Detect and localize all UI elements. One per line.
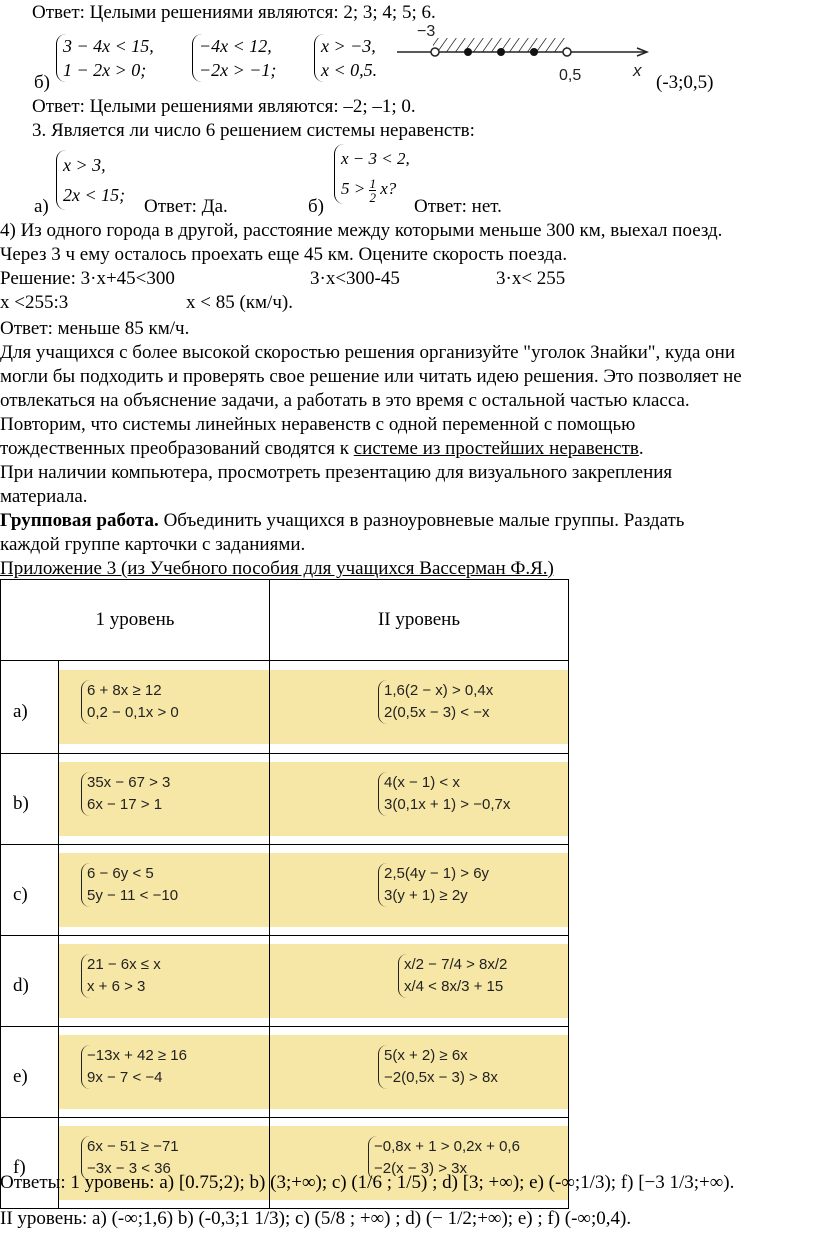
axis-label-left: −3 xyxy=(417,23,436,40)
q3-b-label: б) xyxy=(308,196,324,217)
q4-solution-1: Решение: 3·x+45<300 xyxy=(0,268,175,289)
point-filled xyxy=(497,48,505,56)
row-label: f) xyxy=(1,1118,59,1209)
system-b-2: −4x < 12, −2x > −1; xyxy=(192,34,276,82)
appendix-title: Приложение 3 (из Учебного пособия для учащихся Вассерман Ф.Я.) xyxy=(0,558,554,579)
part-b-label: б) xyxy=(34,72,50,93)
answers-level-2: II уровень: a) (-∞;1,6) b) (-0,3;1 1/3); c) (5/8 ; +∞) ; d) (− 1/2;+∞); e) ; f) (-∞;0,4). xyxy=(0,1208,632,1229)
para-1-line-2: могли бы подходить и проверять свое решение или читать идею решения. Это позволяет не xyxy=(0,366,742,387)
number-line xyxy=(395,22,655,92)
para-3-line-2: материала. xyxy=(0,486,88,507)
para-3-line-1: При наличии компьютера, просмотреть презентацию для визуального закрепления xyxy=(0,462,673,483)
card-level2-b: 4(x − 1) < x 3(0,1x + 1) > −0,7x xyxy=(270,762,568,836)
group-work-line-2: каждой группе карточки с заданиями. xyxy=(0,534,306,555)
q3-a-answer: Ответ: Да. xyxy=(144,196,228,217)
card-level1-c: 6 − 6y < 5 5y − 11 < −10 xyxy=(59,853,269,927)
card-level1-a: 6 + 8x ≥ 12 0,2 − 0,1x > 0 xyxy=(59,670,269,744)
system-b-3: x > −3, x < 0,5. xyxy=(314,34,377,82)
row-label: d) xyxy=(1,936,59,1027)
point-filled xyxy=(464,48,472,56)
q4-line-2: Через 3 ч ему осталось проехать еще 45 км. Оцените скорость поезда. xyxy=(0,244,568,265)
system-b-1: 3 − 4x < 15, 1 − 2x > 0; xyxy=(56,34,154,82)
card-level2-c: 2,5(4y − 1) > 6y 3(y + 1) ≥ 2y xyxy=(270,853,568,927)
system-3b: x − 3 < 2, 5 > $\frac{1}{2}$ x? xyxy=(334,144,410,204)
header-level-1: 1 уровень xyxy=(1,580,270,661)
row-label: c) xyxy=(1,845,59,936)
para-2-line-2: тождественных преобразований сводятся к системе из простейших неравенств. xyxy=(0,438,644,459)
point-filled xyxy=(530,48,538,56)
q3-b-answer: Ответ: нет. xyxy=(414,196,502,217)
answer-integers-1: Ответ: Целыми решениями являются: 2; 3; 4; 5; 6. xyxy=(32,2,436,23)
para-1-line-1: Для учащихся с более высокой скоростью решения организуйте "уголок Знайки", куда они xyxy=(0,342,735,363)
para-2-line-1: Повторим, что системы линейных неравенств с одной переменной с помощью xyxy=(0,414,636,435)
q4-answer: Ответ: меньше 85 км/ч. xyxy=(0,318,190,339)
card-level1-f: 6x − 51 ≥ −71 −3x − 3 < 36 xyxy=(59,1126,269,1200)
card-level1-b: 35x − 67 > 3 6x − 17 > 1 xyxy=(59,762,269,836)
answers-level-1: Ответы: 1 уровень: a) [0.75;2); b) (3;+∞); c) (1/6 ; 1/5) ; d) [3; +∞); e) (-∞;1/3); f) [−3 1/3;+∞). xyxy=(0,1172,735,1193)
q4-solution-3: 3·x< 255 xyxy=(496,268,566,289)
card-level2-f: −0,8x + 1 > 0,2x + 0,6 −2(x − 3) > 3x xyxy=(270,1126,568,1200)
q3-a-label: а) xyxy=(34,196,49,217)
card-level2-e: 5(x + 2) ≥ 6x −2(0,5x − 3) > 8x xyxy=(270,1035,568,1109)
system-3a: x > 3, 2x < 15; xyxy=(56,150,125,210)
q4-line-1: 4) Из одного города в другой, расстояние между которыми меньше 300 км, выехал поезд. xyxy=(0,220,723,241)
row-label: e) xyxy=(1,1027,59,1118)
card-level1-e: −13x + 42 ≥ 16 9x − 7 < −4 xyxy=(59,1035,269,1109)
card-level2-a: 1,6(2 − x) > 0,4x 2(0,5x − 3) < −x xyxy=(270,670,568,744)
question-3-title: 3. Является ли число 6 решением системы неравенств: xyxy=(32,120,475,141)
q4-solution-4: x <255:3 xyxy=(0,292,69,313)
axis-variable: x xyxy=(633,61,642,80)
card-level1-d: 21 − 6x ≤ x x + 6 > 3 xyxy=(59,944,269,1018)
row-label: a) xyxy=(1,661,59,754)
para-1-line-3: отвлекаться на объяснение задачи, а работать в это время с остальной частью класса. xyxy=(0,390,690,411)
point-open-left xyxy=(431,48,439,56)
link-simple-inequalities[interactable]: системе из простейших неравенств xyxy=(353,438,639,459)
header-level-2: II уровень xyxy=(270,580,569,661)
point-open-right xyxy=(563,48,571,56)
axis-label-right: 0,5 xyxy=(559,67,582,84)
answer-integers-2: Ответ: Целыми решениями являются: –2; –1; 0. xyxy=(32,96,416,117)
row-label: b) xyxy=(1,754,59,845)
task-table xyxy=(0,579,569,1209)
interval-answer: (-3;0,5) xyxy=(656,72,714,93)
group-work-line-1: Групповая работа. Объединить учащихся в разноуровневые малые группы. Раздать xyxy=(0,510,685,531)
q4-solution-5: x < 85 (км/ч). xyxy=(186,292,293,313)
q4-solution-2: 3·x<300-45 xyxy=(310,268,400,289)
card-level2-d: x/2 − 7/4 > 8x/2 x/4 < 8x/3 + 15 xyxy=(270,944,568,1018)
